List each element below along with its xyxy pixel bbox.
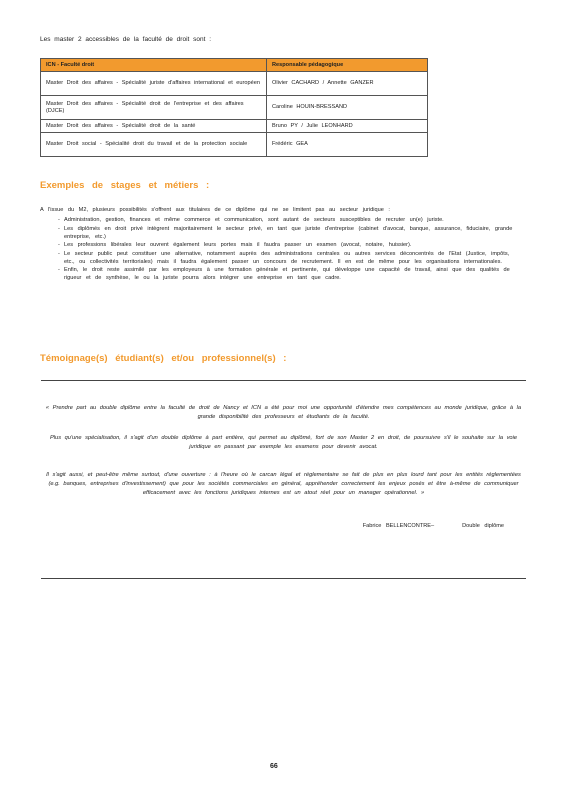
table-row [41, 133, 428, 157]
list-item: - Les diplômés en droit privé intègrent majoritairement le secteur privé, en tant que juriste d'entreprise (cabinet d'avocat, banque, assurance, fiduciaire, grande entreprise, etc.) [58, 225, 520, 241]
table-row [41, 96, 428, 120]
stages-lead: A l'issue du M2, plusieurs possibilités s'offrent aux titulaires de ce diplôme qui ne se limitent pas au secteur juridique : [40, 207, 390, 213]
table-cell-manager: Caroline HOUIN-BRESSAND [267, 96, 428, 120]
table-cell-manager: Olivier CACHARD / Annette GANZER [267, 72, 428, 96]
table-cell-manager: Bruno PY / Julie LEONHARD [267, 120, 428, 133]
table-header-program: ICN - Faculté droit [41, 59, 267, 72]
table-row [41, 72, 428, 96]
intro-text: Les master 2 accessibles de la faculté de droit sont : [40, 36, 212, 43]
testimony-heading: Témoignage(s) étudiant(s) et/ou professionnel(s) : [40, 353, 287, 364]
programs-table [40, 58, 428, 157]
testimony-paragraph-1: « Prendre part au double diplôme entre la faculté de droit de Nancy et ICN a été pour moi une opportunité d'étendre mes compétences au monde juridique, grâce à la grande disponibilité des professeurs et étudiants de la faculté. [45, 405, 522, 420]
list-item: - Administration, gestion, finances et même commerce et communication, sont autant de secteurs susceptibles de recruter un(e) juriste. [58, 216, 520, 224]
list-item: - Les professions libérales leur ouvrent également leurs portes mais il faudra passer un examen (avocat, notaire, huissier). [58, 241, 520, 249]
table-row [41, 120, 428, 133]
testimony-paragraph-2: Plus qu'une spécialisation, il s'agit d'un double diplôme à part entière, qui permet au diplômé, fort de son Master 2 en droit, de poursuivre s'il le souhaite sur la voie juridique en passant par exemple les examens pour devenir avocat. [49, 435, 518, 450]
page-number: 66 [270, 763, 278, 770]
table-header-row [41, 59, 428, 72]
testimony-paragraph-3: Il s'agit aussi, et peut-être même surtout, d'une ouverture : à l'heure où le carcan légal et réglementaire se fait de plus en plus lourd tant pour les entités réglementées (e.g. banques, entreprises d'investissement) que pour les sociétés commerciales en général, appréhender correctement les enjeux posés et être à-même de communiquer efficacement avec les fonctions juridiques internes est un atout réel pour un manager opérationnel. » [46, 472, 521, 496]
list-item: - Le secteur public peut constituer une alternative, notamment auprès des administrations centrales ou autres services déconcentrés de l'Etat (Justice, impôts, etc., ou collectivités territoriales) mais il faudra également passer un concours de recrutement. Il en est de même pour les organisations internationales. [58, 250, 520, 266]
list-item: - Enfin, le droit reste assimilé par les employeurs à une formation générale et pertinente, qui développe une capacité de travail, ainsi que des qualités de rigueur et de synthèse, le ou la juriste pourra alors intégrer une entreprise en tant que cadre. [58, 266, 520, 282]
testimony-signature [363, 523, 504, 529]
table-header-manager: Responsable pédagogique [267, 59, 428, 72]
testimony-author: Fabrice BELLENCONTRE– [362, 523, 435, 529]
table-cell-program: Master Droit des affaires - Spécialité droit de l'entreprise et des affaires (DJCE) [41, 96, 267, 120]
table-cell-program: Master Droit des affaires - Spécialité juriste d'affaires international et européen [41, 72, 267, 96]
table-cell-program: Master Droit des affaires - Spécialité droit de la santé [41, 120, 267, 133]
stages-list [58, 216, 520, 283]
stages-heading: Exemples de stages et métiers : [40, 180, 210, 191]
table-cell-program: Master Droit social - Spécialité droit du travail et de la protection sociale [41, 133, 267, 157]
table-cell-manager: Frédéric GEA [267, 133, 428, 157]
testimony-quote-box [41, 380, 526, 579]
testimony-author-role: Double diplôme [462, 523, 504, 529]
